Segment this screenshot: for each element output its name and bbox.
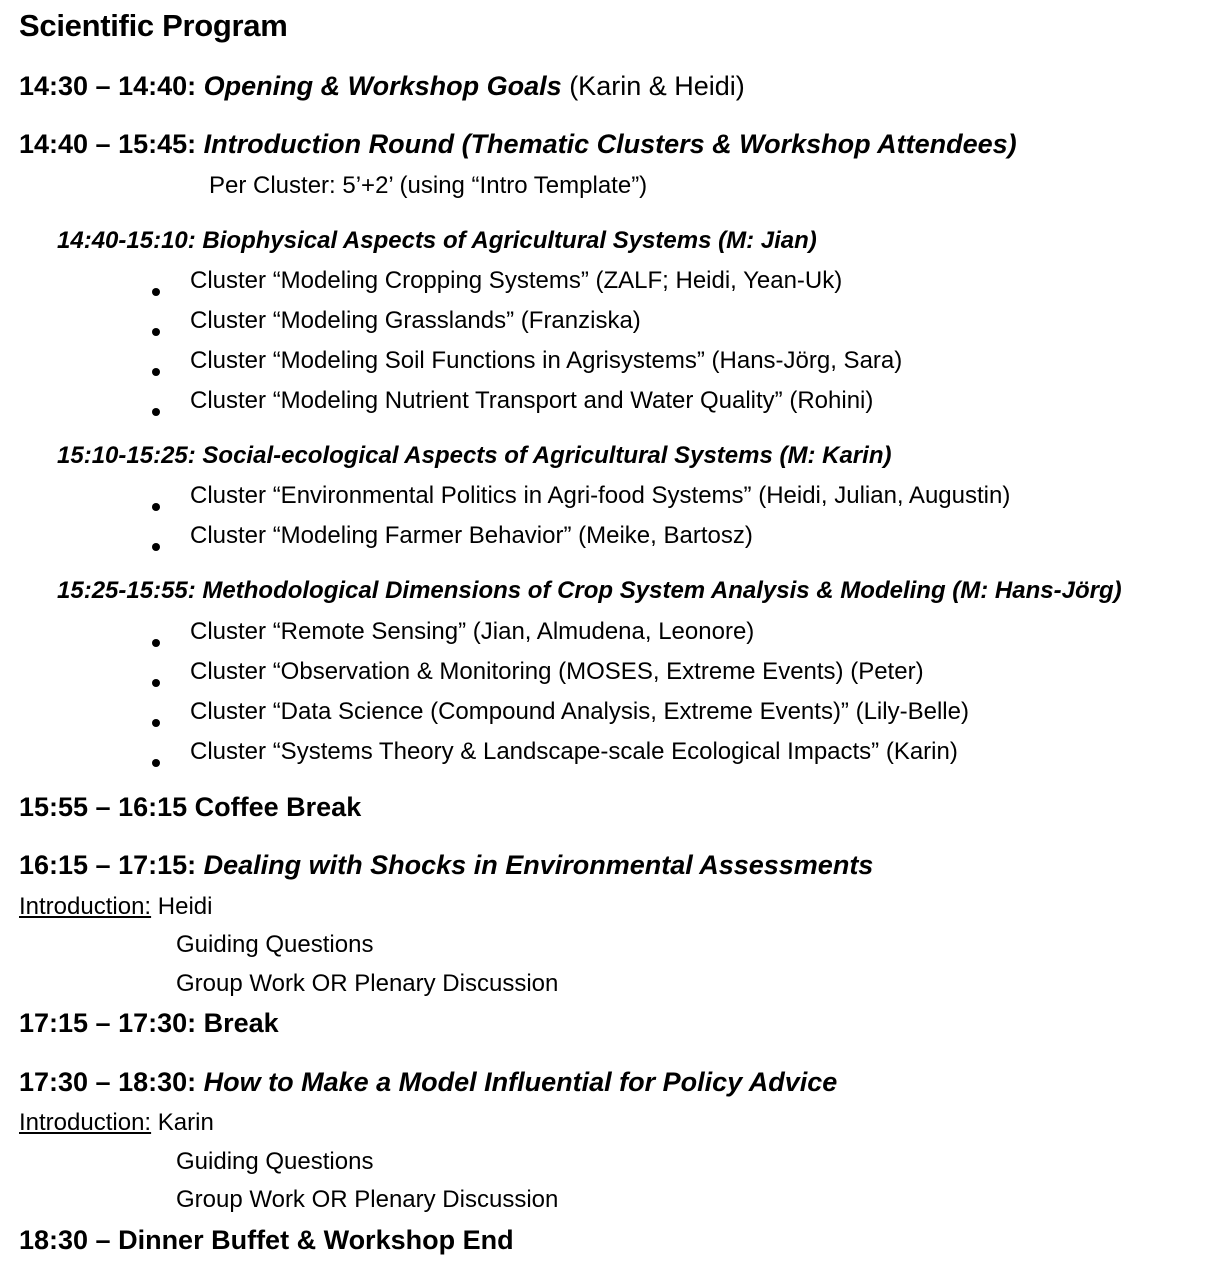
- introduction-label: Introduction:: [19, 893, 152, 920]
- bullet-icon: [152, 277, 160, 301]
- shocks-time: 16:15 – 17:15:: [19, 850, 197, 880]
- session-heading: 15:10-15:25: Social-ecological Aspects of Agricultural Systems (M: Karin): [57, 442, 892, 469]
- shocks-introduction: [19, 895, 212, 919]
- opening-title: Opening & Workshop Goals: [203, 71, 562, 101]
- bullet-icon: [152, 708, 160, 732]
- introduction-person: Karin: [157, 1109, 214, 1136]
- bullet-icon: [152, 628, 160, 652]
- cluster-item: Cluster “Modeling Soil Functions in Agrisystems” (Hans-Jörg, Sara): [190, 347, 903, 374]
- policy-time: 17:30 – 18:30:: [19, 1067, 197, 1097]
- cluster-item: Cluster “Data Science (Compound Analysis, Extreme Events)” (Lily-Belle): [190, 698, 969, 725]
- opening-time: 14:30 – 14:40:: [19, 71, 197, 101]
- policy-introduction: [19, 1111, 214, 1135]
- policy-slot: [19, 1069, 837, 1096]
- policy-step: Guiding Questions: [176, 1148, 374, 1175]
- introduction-label: Introduction:: [19, 1109, 152, 1136]
- coffee-break-slot: [19, 794, 361, 821]
- intro-round-time: 14:40 – 15:45:: [19, 129, 197, 159]
- cluster-item: Cluster “Modeling Farmer Behavior” (Meike, Bartosz): [190, 522, 753, 549]
- bullet-icon: [152, 317, 160, 341]
- bullet-icon: [152, 748, 160, 772]
- session-heading: 15:25-15:55: Methodological Dimensions of Crop System Analysis & Modeling (M: Hans-Jörg): [57, 577, 1122, 604]
- coffee-break-time: 15:55 – 16:15: [19, 792, 188, 822]
- dinner-slot: 18:30 – Dinner Buffet & Workshop End: [19, 1225, 514, 1255]
- cluster-item: Cluster “Environmental Politics in Agri-food Systems” (Heidi, Julian, Augustin): [190, 482, 1011, 509]
- intro-round-slot: [19, 131, 1017, 158]
- cluster-item: Cluster “Modeling Cropping Systems” (ZALF; Heidi, Yean-Uk): [190, 267, 843, 294]
- cluster-item: Cluster “Remote Sensing” (Jian, Almudena, Leonore): [190, 618, 755, 645]
- intro-round-title: Introduction Round (Thematic Clusters & Workshop Attendees): [203, 129, 1017, 159]
- intro-round-note: Per Cluster: 5’+2’ (using “Intro Template”): [209, 172, 648, 199]
- bullet-icon: [152, 397, 160, 421]
- cluster-item: Cluster “Systems Theory & Landscape-scale Ecological Impacts” (Karin): [190, 738, 958, 765]
- page-title: Scientific Program: [19, 8, 288, 43]
- cluster-item: Cluster “Modeling Nutrient Transport and Water Quality” (Rohini): [190, 387, 874, 414]
- session-heading: 14:40-15:10: Biophysical Aspects of Agricultural Systems (M: Jian): [57, 227, 817, 254]
- shocks-slot: [19, 852, 873, 879]
- opening-slot: [19, 73, 745, 100]
- opening-people: (Karin & Heidi): [569, 71, 745, 101]
- cluster-item: Cluster “Observation & Monitoring (MOSES, Extreme Events) (Peter): [190, 658, 924, 685]
- shocks-step: Guiding Questions: [176, 931, 374, 958]
- bullet-icon: [152, 357, 160, 381]
- policy-step: Group Work OR Plenary Discussion: [176, 1186, 559, 1213]
- cluster-item: Cluster “Modeling Grasslands” (Franziska): [190, 307, 641, 334]
- shocks-title: Dealing with Shocks in Environmental Assessments: [203, 850, 874, 880]
- introduction-person: Heidi: [157, 893, 213, 920]
- bullet-icon: [152, 668, 160, 692]
- bullet-icon: [152, 492, 160, 516]
- bullet-icon: [152, 532, 160, 556]
- policy-title: How to Make a Model Influential for Policy Advice: [203, 1067, 838, 1097]
- shocks-step: Group Work OR Plenary Discussion: [176, 970, 559, 997]
- break-slot: 17:15 – 17:30: Break: [19, 1008, 279, 1038]
- coffee-break-title: Coffee Break: [194, 792, 362, 822]
